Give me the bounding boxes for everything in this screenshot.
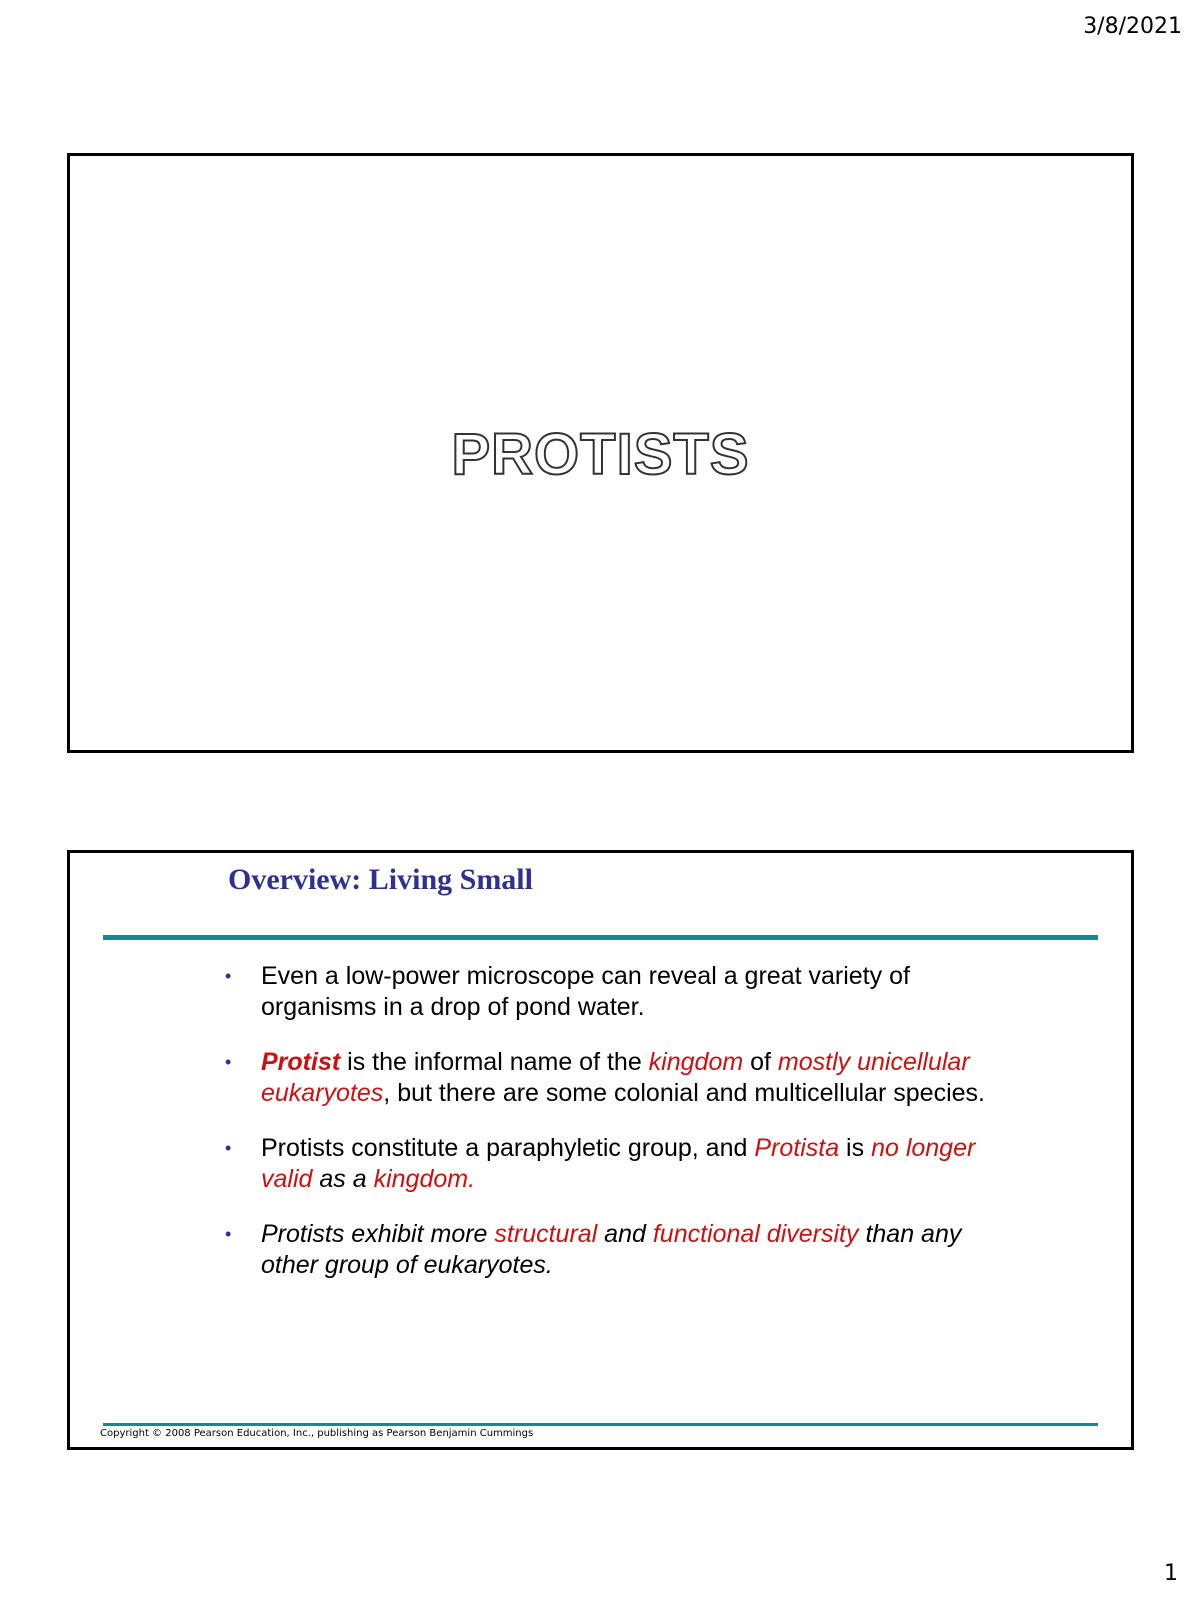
bullet-list xyxy=(225,961,985,1305)
bullet-icon: • xyxy=(225,1052,232,1072)
bullet-item xyxy=(225,1047,985,1109)
heading-divider xyxy=(103,935,1098,940)
slide-title-text: PROTISTS xyxy=(451,422,750,487)
bullet-icon: • xyxy=(225,966,232,986)
term-unicellular: mostly unicellular eukaryotes xyxy=(261,1048,970,1107)
copyright-text: Copyright © 2008 Pearson Education, Inc., publishing as Pearson Benjamin Cummings xyxy=(100,1428,534,1439)
bullet-text: Protists exhibit more xyxy=(261,1220,495,1248)
bullet-text: is the informal name of the xyxy=(340,1048,649,1076)
page-number: 1 xyxy=(1164,1561,1178,1586)
bullet-text: than any other group of eukaryotes. xyxy=(261,1220,962,1279)
term-structural: structural xyxy=(494,1220,598,1248)
term-no-longer-valid: no longer valid xyxy=(261,1134,976,1193)
term-kingdom: kingdom xyxy=(648,1048,744,1076)
term-protista: Protista xyxy=(754,1134,840,1162)
bullet-item xyxy=(225,1219,985,1281)
bullet-text: and xyxy=(597,1220,653,1248)
bullet-icon: • xyxy=(225,1138,232,1158)
page-date: 3/8/2021 xyxy=(1083,14,1182,39)
bullet-item xyxy=(225,961,985,1023)
bullet-text: Protists constitute a paraphyletic group, and xyxy=(261,1134,755,1162)
bullet-text: , but there are some colonial and multicellular species. xyxy=(383,1079,985,1107)
bullet-item xyxy=(225,1133,985,1195)
bullet-text: Even a low-power microscope can reveal a great variety of organisms in a drop of pond water. xyxy=(261,962,910,1021)
bullet-text: as a xyxy=(312,1165,374,1193)
term-functional-diversity: functional diversity xyxy=(652,1220,859,1248)
bullet-text: is xyxy=(839,1134,872,1162)
slide-heading: Overview: Living Small xyxy=(228,863,533,896)
bullet-text: of xyxy=(743,1048,778,1076)
bullet-icon: • xyxy=(225,1224,232,1244)
term-protist: Protist xyxy=(261,1048,341,1076)
footer-divider xyxy=(103,1423,1098,1426)
slide-overview xyxy=(67,850,1134,1450)
slide-title xyxy=(67,153,1134,753)
term-kingdom: kingdom. xyxy=(373,1165,476,1193)
